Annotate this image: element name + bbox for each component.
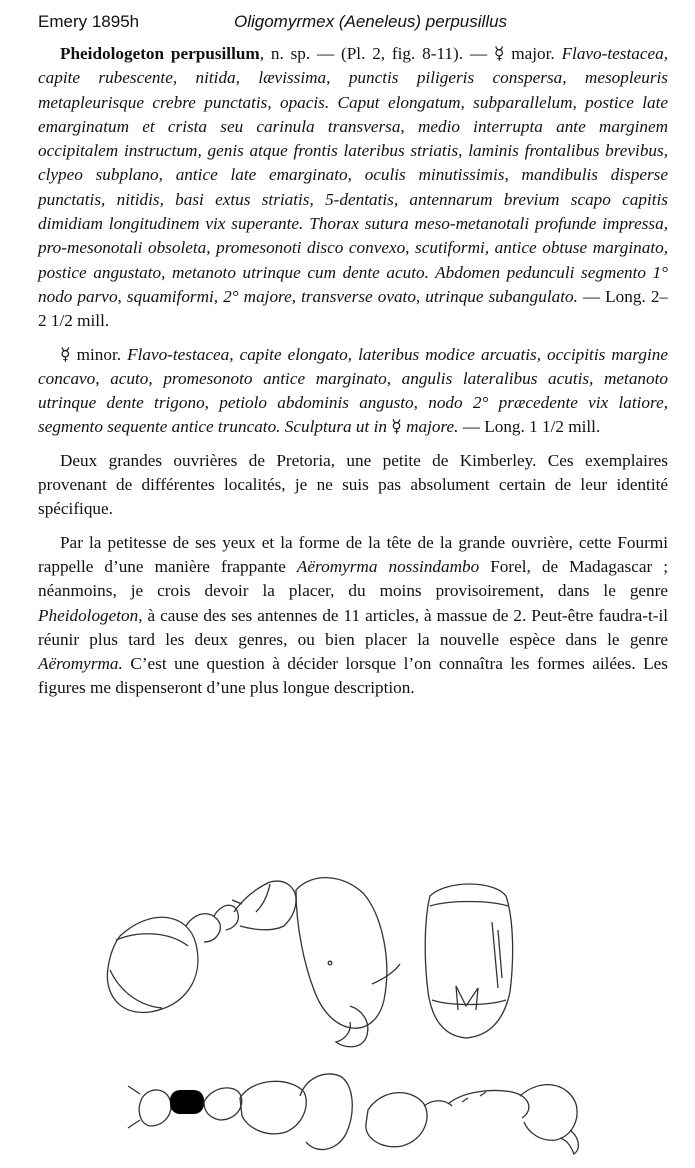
major-worker-head-drawing bbox=[425, 884, 512, 1038]
discussion-text: Forel, de Madagascar ; néanmoins, je crois devoir la placer, du moins provisoirement, dans le genre bbox=[38, 556, 668, 601]
ant-drawings bbox=[0, 860, 695, 1168]
species-name: Pheidologeton perpusillum bbox=[60, 44, 260, 63]
caste-label: minor. bbox=[70, 344, 128, 364]
figure-plate bbox=[0, 860, 695, 1168]
species-reference: Aëromyrma nossindambo bbox=[296, 556, 480, 576]
paragraph-major-worker bbox=[38, 42, 668, 334]
paragraph-minor-worker bbox=[38, 343, 668, 440]
species-status: , n. sp. — (Pl. 2, fig. 8-11). — bbox=[259, 44, 494, 63]
discussion-text: à cause des ses antennes de 11 articles, à massue de 2. Peut-être faudra-t-il réunir plus tard les deux genres, ou bien placer la nouvelle espèce dans le genre bbox=[38, 605, 668, 649]
genus-reference: Aëromyrma. bbox=[38, 654, 123, 674]
worker-symbol: ☿ bbox=[391, 417, 402, 437]
minor-worker-profile-drawing bbox=[366, 1085, 579, 1154]
localities-text: Deux grandes ouvrières de Pretoria, une petite de Kimberley. Ces exemplaires provenant de différentes localités, je ne suis pas absolument certain de leur identité spécifique. bbox=[38, 450, 668, 519]
length-text: — Long. 1 1/2 mill. bbox=[458, 417, 601, 437]
discussion-text: Par la petitesse de ses yeux et la forme de la tête de la grande ouvrière, cette Fourmi rappelle d’une manière frappante bbox=[38, 532, 668, 576]
dorsal-view-drawing bbox=[128, 1074, 352, 1150]
length-text: — Long. 2–2 1/2 mill. bbox=[38, 286, 669, 331]
caste-label: major. bbox=[504, 44, 562, 63]
genus-reference: Pheidologeton, bbox=[38, 605, 143, 625]
worker-symbol: ☿ bbox=[493, 44, 505, 63]
discussion-text: C’est une question à décider lorsque l’on connaîtra les formes ailées. Les figures me dispenseront d’une plus longue description. bbox=[38, 654, 668, 698]
description-text bbox=[38, 42, 668, 701]
latin-description-end: majore. bbox=[401, 417, 459, 437]
latin-description: Flavo-testacea, capite rubescente, nitida, lævissima, punctis piligeris conspersa, mesopleuris metapleurisque crebre punctatis, opacis. Caput elongatum, subparallelum, postice late emarginatum et crista seu carinula transversa, medio interrupta ante marginem occipitalem instructum, genis atque frontis lateribus striatis, laminis frontalibus brevibus, clypeo subplano, antice late emarginato, oculis minutissimis, mandibulis disperse punctatis, nitidis, basi extus striatis, 5-dentatis, antennarum brevium scapo capitis dimidiam longitudinem vix superante. Thorax sutura meso-metanotali profunde impressa, pro-mesonotali obsoleta, promesonoti disco convexo, scutiformi, antice obtuse marginato, postice angustato, metanoto utrinque cum dente acuto. Abdomen pedunculi segmento 1° nodo parvo, squamiformi, 2° majore, transverse ovato, utrinque subangulato. bbox=[38, 44, 668, 306]
page-header bbox=[38, 12, 675, 36]
taxon-title: Oligomyrmex (Aeneleus) perpusillus bbox=[234, 12, 508, 31]
paragraph-localities bbox=[38, 449, 668, 522]
paragraph-discussion bbox=[38, 531, 668, 701]
latin-description: Flavo-testacea, capite elongato, lateribus modice arcuatis, occipitis margine concavo, acuto, promesonoto antice marginato, angulis lateralibus acutis, metanoto utrinque dente trigono, petiolo abdominis angusto, nodo 2° præcedente vix latiore, segmento sequente antice truncato. Sculptura ut in bbox=[38, 344, 668, 437]
major-worker-profile-drawing bbox=[107, 878, 400, 1047]
worker-symbol: ☿ bbox=[60, 344, 71, 364]
reference-label: Emery 1895h bbox=[38, 12, 140, 31]
